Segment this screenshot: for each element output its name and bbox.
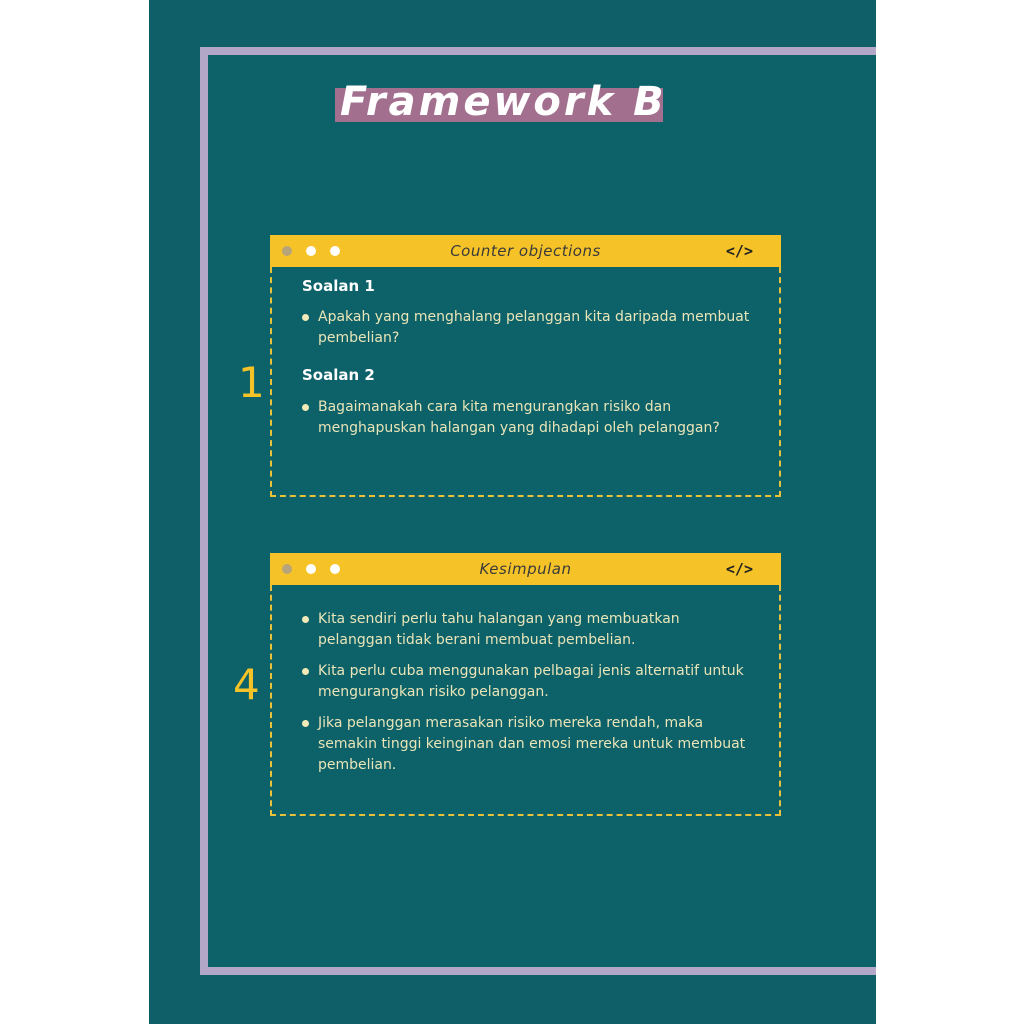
list-item bbox=[302, 661, 752, 703]
step-number-1: 1 bbox=[238, 358, 265, 407]
card-title: Counter objections bbox=[450, 242, 601, 260]
list-item bbox=[302, 713, 752, 776]
step-number-4: 4 bbox=[233, 660, 260, 709]
bullet-text: Kita sendiri perlu tahu halangan yang membuatkan pelanggan tidak berani membuat pembelian. bbox=[318, 611, 680, 648]
card-kesimpulan bbox=[270, 553, 781, 816]
bullet-text: Kita perlu cuba menggunakan pelbagai jenis alternatif untuk mengurangkan risiko pelanggan. bbox=[318, 663, 744, 700]
code-icon: </> bbox=[725, 242, 753, 260]
card-title: Kesimpulan bbox=[479, 560, 572, 578]
card-counter-objections bbox=[270, 235, 781, 497]
list-item bbox=[302, 307, 752, 349]
page-title: Framework B bbox=[340, 79, 667, 125]
bullet-icon bbox=[302, 404, 309, 411]
bullet-icon bbox=[302, 314, 309, 321]
card-header bbox=[270, 553, 781, 585]
list-item bbox=[302, 609, 752, 651]
bullet-icon bbox=[302, 616, 309, 623]
bullet-text: Jika pelanggan merasakan risiko mereka rendah, maka semakin tinggi keinginan dan emosi mereka untuk membuat pembelian. bbox=[318, 715, 746, 773]
page-frame bbox=[200, 47, 876, 975]
list-item bbox=[302, 397, 752, 439]
bullet-text: Bagaimanakah cara kita mengurangkan risiko dan menghapuskan halangan yang dihadapi oleh pelanggan? bbox=[318, 399, 720, 436]
code-icon: </> bbox=[725, 560, 753, 578]
card-header bbox=[270, 235, 781, 267]
bullet-icon bbox=[302, 720, 309, 727]
card-body bbox=[270, 585, 781, 816]
section-heading: Soalan 1 bbox=[302, 277, 375, 295]
card-body bbox=[270, 267, 781, 497]
bullet-text: Apakah yang menghalang pelanggan kita daripada membuat pembelian? bbox=[318, 309, 750, 346]
section-heading: Soalan 2 bbox=[302, 366, 375, 384]
bullet-icon bbox=[302, 668, 309, 675]
